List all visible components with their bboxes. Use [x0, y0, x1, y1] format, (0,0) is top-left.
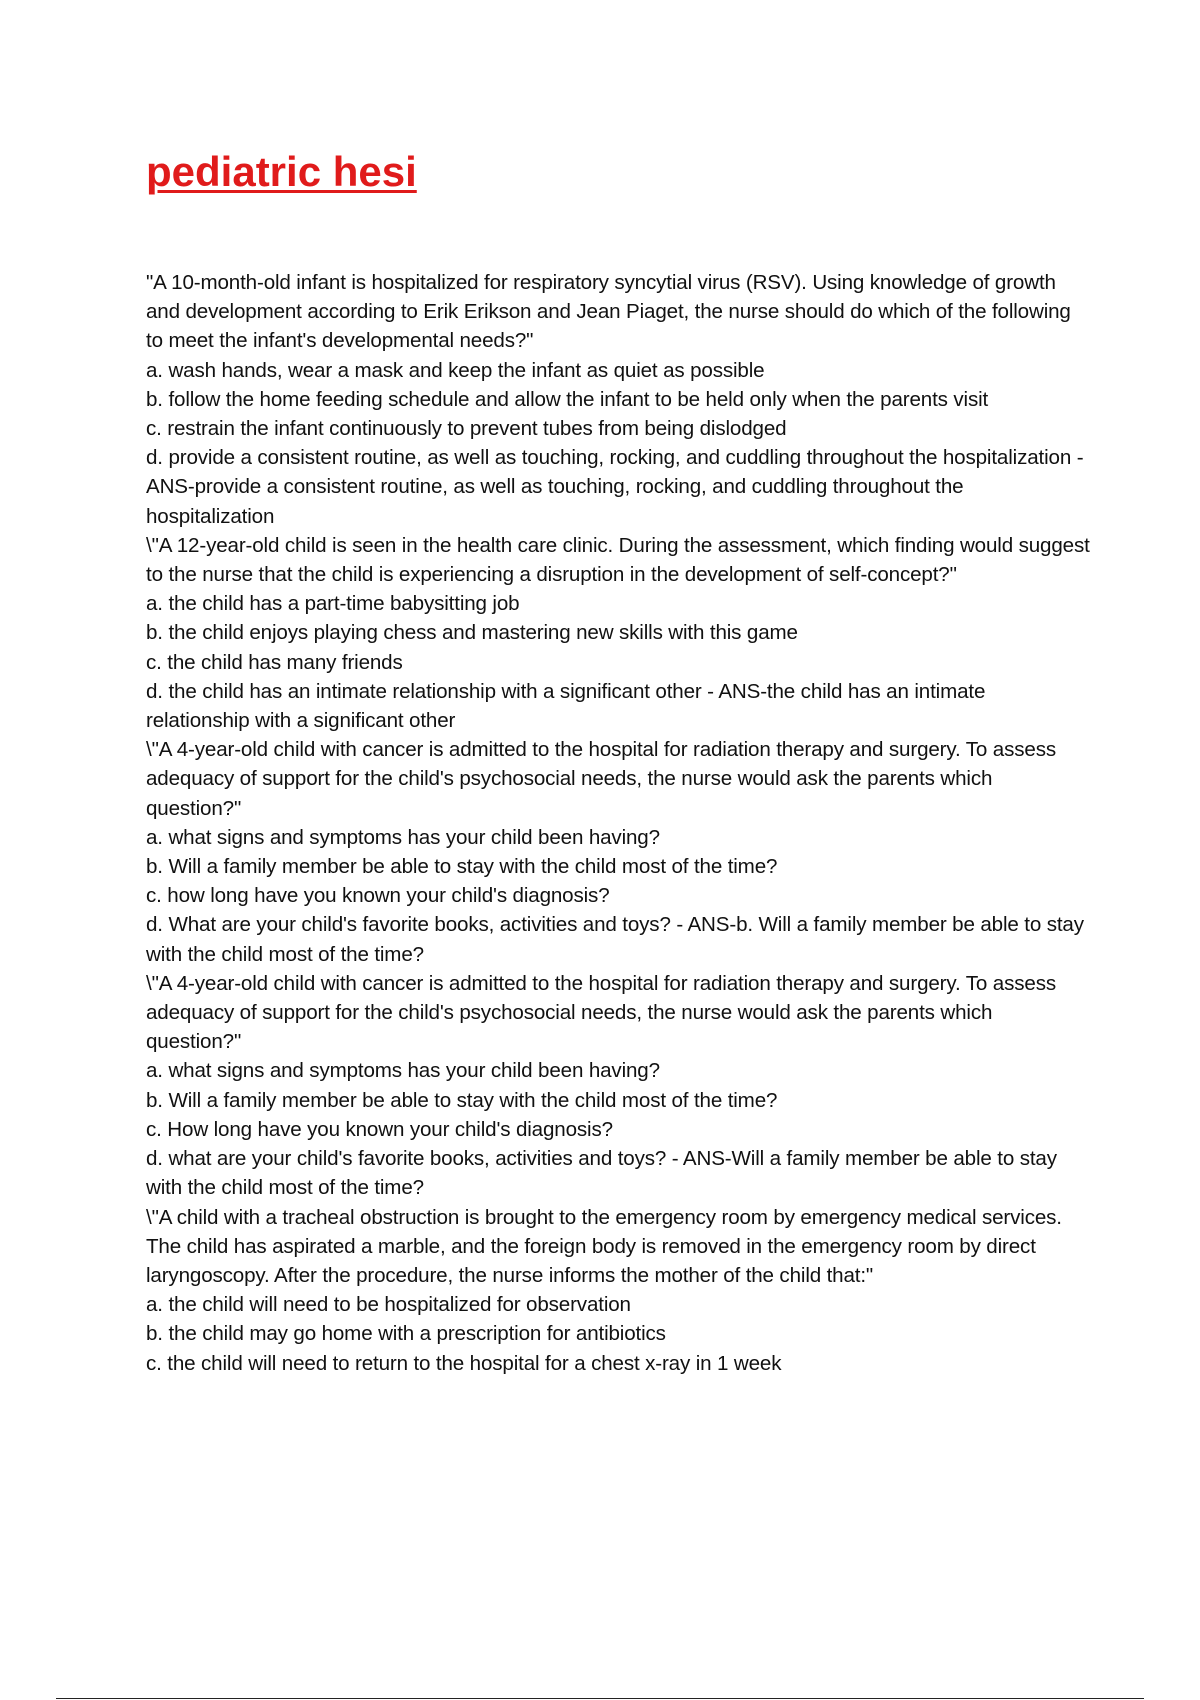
question-4-option-c: c. How long have you known your child's diagnosis?: [146, 1117, 613, 1141]
question-1-option-b: b. follow the home feeding schedule and allow the infant to be held only when the parents visit: [146, 387, 989, 411]
question-3-option-d-answer: d. What are your child's favorite books, activities and toys? - ANS-b. Will a family member be able to stay with the child most of the time?: [146, 913, 1084, 966]
question-4-option-b: b. Will a family member be able to stay with the child most of the time?: [146, 1088, 778, 1112]
footer-divider: [56, 1698, 1144, 1699]
question-2-option-d-answer: d. the child has an intimate relationship with a significant other - ANS-the child has an intimate relationship with a significant other: [146, 679, 986, 733]
question-2-option-a: a. the child has a part-time babysitting job: [146, 592, 520, 616]
document-body: [146, 268, 1092, 1378]
question-1-stem: "A 10-month-old infant is hospitalized for respiratory syncytial virus (RSV). Using knowledge of growth and development according to Erik Erikson and Jean Piaget, the nurse should do which of the following to meet the infant's developmental needs?": [146, 271, 1071, 353]
question-2-stem: \"A 12-year-old child is seen in the health care clinic. During the assessment, which finding would suggest to the nurse that the child is experiencing a disruption in the development of self-concept?": [146, 533, 1090, 587]
question-1-option-d-answer: d. provide a consistent routine, as well as touching, rocking, and cuddling throughout the hospitalization - ANS-provide a consistent routine, as well as touching, rocking, and cuddling throughout the hospitalization: [146, 446, 1084, 528]
question-3-option-c: c. how long have you known your child's diagnosis?: [146, 884, 610, 908]
question-5-option-a: a. the child will need to be hospitalized for observation: [146, 1293, 631, 1317]
question-3-stem: \"A 4-year-old child with cancer is admitted to the hospital for radiation therapy and surgery. To assess adequacy of support for the child's psychosocial needs, the nurse would ask the parents which question?": [146, 738, 1056, 820]
question-1-option-c: c. restrain the infant continuously to prevent tubes from being dislodged: [146, 417, 787, 441]
document-title: pediatric hesi: [146, 148, 417, 195]
question-5-option-b: b. the child may go home with a prescription for antibiotics: [146, 1322, 666, 1346]
question-3-option-b: b. Will a family member be able to stay with the child most of the time?: [146, 855, 778, 879]
question-2-option-b: b. the child enjoys playing chess and mastering new skills with this game: [146, 621, 798, 645]
question-3-option-a: a. what signs and symptoms has your child been having?: [146, 825, 660, 849]
question-4-option-d-answer: d. what are your child's favorite books, activities and toys? - ANS-Will a family member be able to stay with the child most of the time?: [146, 1147, 1057, 1200]
question-4-option-a: a. what signs and symptoms has your child been having?: [146, 1059, 660, 1083]
question-1-option-a: a. wash hands, wear a mask and keep the infant as quiet as possible: [146, 358, 765, 382]
question-5-option-c: c. the child will need to return to the hospital for a chest x-ray in 1 week: [146, 1351, 782, 1375]
question-4-stem: \"A 4-year-old child with cancer is admitted to the hospital for radiation therapy and surgery. To assess adequacy of support for the child's psychosocial needs, the nurse would ask the parents which question?": [146, 971, 1056, 1054]
question-5-stem: \"A child with a tracheal obstruction is brought to the emergency room by emergency medical services. The child has aspirated a marble, and the foreign body is removed in the emergency room by direct laryngoscopy. After the procedure, the nurse informs the mother of the child that:": [146, 1205, 1062, 1287]
question-2-option-c: c. the child has many friends: [146, 650, 403, 674]
